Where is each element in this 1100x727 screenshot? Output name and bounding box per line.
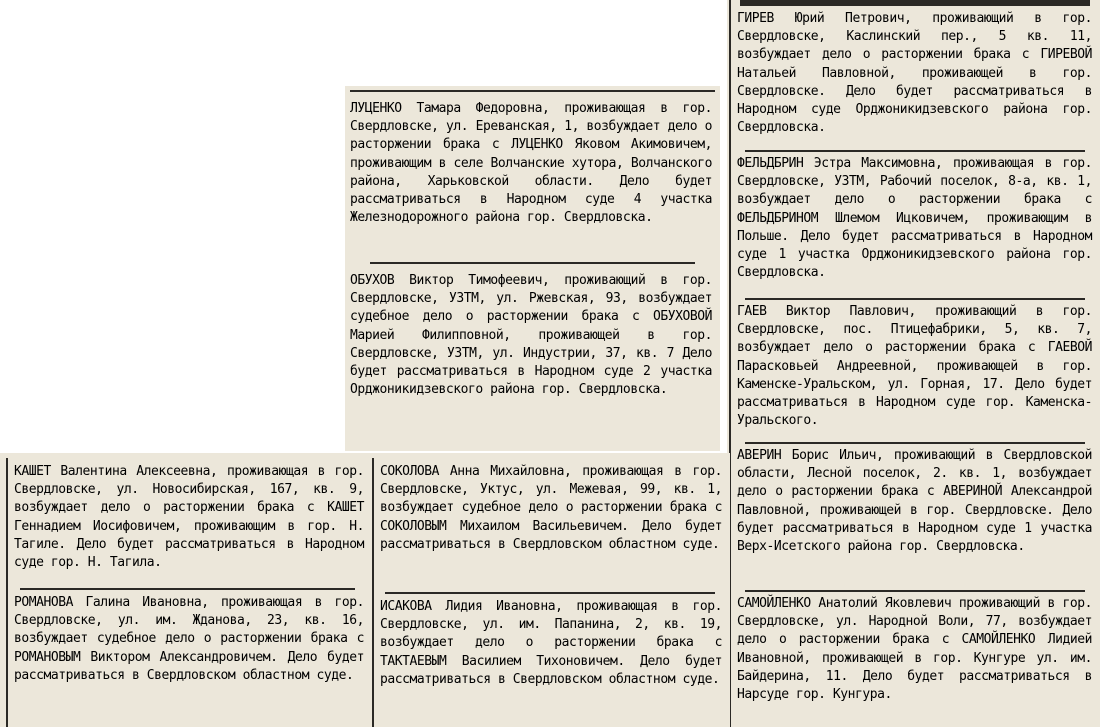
notice-sokolova: СОКОЛОВА Анна Михайловна, проживающая в гор. Свердловске, Уктус, ул. Межевая, 99, кв. 1, возбуждает судебное дело о расторжении брака с СОКОЛОВЫМ Михаилом Васильевичем. Дело будет рассматриваться в Свердловском областном суде. bbox=[380, 464, 722, 552]
notice-lutsenko: ЛУЦЕНКО Тамара Федоровна, проживающая в гор. Свердловске, ул. Ереванская, 1, возбуждает дело о расторжении брака с ЛУЦЕНКО Яковом Акимовичем, проживающим в селе Волчанские хутора, Волчанского района, Харьковской области. Дело будет рассматриваться в Народном суде 4 участка Железнодорожного района гор. Свердловска. bbox=[350, 101, 712, 226]
top-rule bbox=[740, 0, 1090, 6]
notice-feldbrin: ФЕЛЬДБРИН Эстра Максимовна, проживающая в гор. Свердловске, УЗТМ, Рабочий поселок, 8-а, кв. 1, возбуждает дело о расторжении брака с ФЕЛЬДБРИНОМ Шлемом Ицковичем, проживающим в Польше. Дело будет рассматриваться в Народном суде 1 участка Орджоникидзевского района гор. Свердловска. bbox=[737, 156, 1092, 281]
separator bbox=[745, 298, 1085, 300]
separator bbox=[20, 588, 355, 590]
column-rule-middle bbox=[372, 458, 374, 727]
separator bbox=[370, 262, 695, 264]
notice-obukhov: ОБУХОВ Виктор Тимофеевич, проживающий в гор. Свердловске, УЗТМ, ул. Ржевская, 93, возбуждает судебное дело о расторжении брака с ОБУХОВОЙ Марией Филипповной, проживающей в гор. Свердловске, УЗТМ, ул. Индустрии, 37, кв. 7 Дело будет рассматриваться в Народном суде 2 участка Орджоникидзевского района гор. Свердловска. bbox=[350, 273, 712, 398]
notice-kashet: КАШЕТ Валентина Алексеевна, проживающая в гор. Свердловске, ул. Новосибирская, 167, кв. 9, возбуждает дело о расторжении брака с КАШЕТ Геннадием Иосифовичем, проживающим в гор. Н. Тагиле. Дело будет рассматриваться в Народном суде гор. Н. Тагила. bbox=[14, 464, 364, 571]
notice-samoylenko: САМОЙЛЕНКО Анатолий Яковлевич проживающий в гор. Свердловске, ул. Народной Воли, 77, возбуждает дело о расторжении брака с САМОЙЛЕНКО Лидией Ивановной, проживающей в гор. Кунгуре ул. им. Байдерина, 11. Дело будет рассматриваться в Нарсуде гор. Кунгура. bbox=[737, 596, 1092, 703]
notice-gaev: ГАЕВ Виктор Павлович, проживающий в гор. Свердловске, пос. Птицефабрики, 5, кв. 7, возбуждает дело о расторжении брака с ГАЕВОЙ Парасковьей Андреевной, проживающей в гор. Каменске-Уральском, ул. Горная, 17. Дело будет рассматриваться в Народном суде гор. Каменска-Уральского. bbox=[737, 304, 1092, 429]
notice-girev: ГИРЕВ Юрий Петрович, проживающий в гор. Свердловске, Каслинский пер., 5 кв. 11, возбуждает дело о расторжении брака с ГИРЕВОЙ Натальей Павловной, проживающей в гор. Свердловске. Дело будет рассматриваться в Народном суде Орджоникидзевского района гор. Свердловска. bbox=[737, 11, 1092, 136]
separator bbox=[745, 442, 1085, 444]
notice-averin: АВЕРИН Борис Ильич, проживающий в Свердловской области, Лесной поселок, 2. кв. 1, возбуждает дело о расторжении брака с АВЕРИНОЙ Александрой Павловной, проживающей в гор. Свердловске. Дело будет рассматриваться в Народном суде 1 участка Верх-Исетского района гор. Свердловска. bbox=[737, 448, 1092, 555]
separator bbox=[385, 592, 715, 594]
separator bbox=[745, 590, 1085, 592]
column-rule-left bbox=[6, 458, 8, 727]
separator bbox=[745, 150, 1085, 152]
notice-romanova: РОМАНОВА Галина Ивановна, проживающая в гор. Свердловске, ул. им. Жданова, 23, кв. 16, возбуждает судебное дело о расторжении брака с РОМАНОВЫМ Виктором Александровичем. Дело будет рассматриваться в Свердловском областном суде. bbox=[14, 595, 364, 683]
notice-isakova: ИСАКОВА Лидия Ивановна, проживающая в гор. Свердловске, ул. им. Папанина, 2, кв. 19, возбуждает дело о расторжении брака с ТАКТАЕВЫМ Василием Тихоновичем. Дело будет рассматриваться в Свердловском областном суде. bbox=[380, 599, 722, 687]
middle-top-rule bbox=[350, 90, 715, 92]
